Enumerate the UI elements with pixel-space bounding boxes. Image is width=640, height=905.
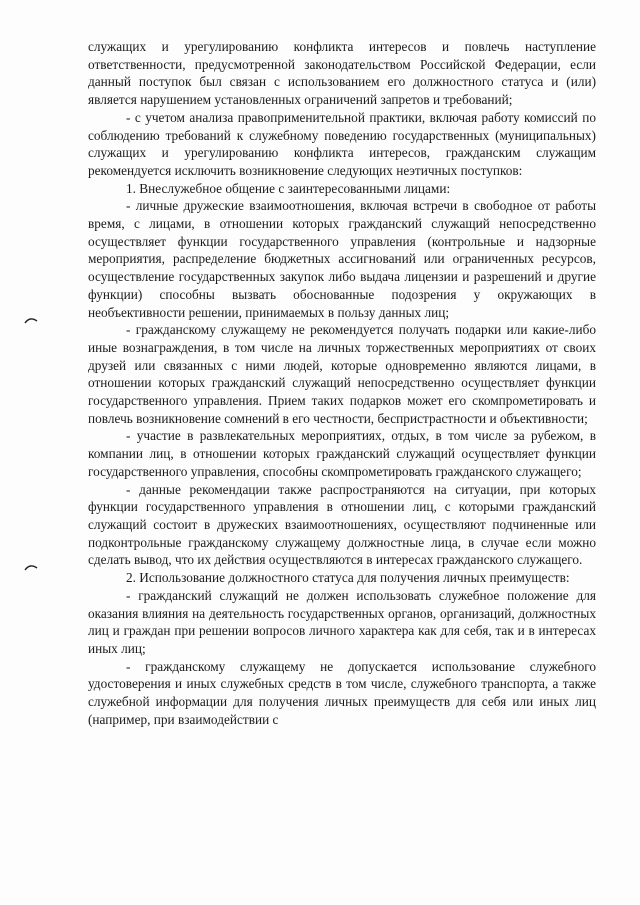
- paragraph: - участие в развлекательных мероприятиях, отдых, в том числе за рубежом, в компании лиц, в отношении которых гражданский служащий осуществляет функции государственного управления, способны скомпрометировать гражданского служащего;: [88, 428, 596, 479]
- paragraph: - с учетом анализа правоприменительной практики, включая работу комиссий по соблюдению требований к служебному поведению государственных (муниципальных) служащих и урегулированию конфликта интересов, гражданским служащим рекомендуется исключить возникновение следующих неэтичных поступков:: [88, 109, 596, 178]
- paragraph: служащих и урегулированию конфликта интересов и повлечь наступление ответственности, предусмотренной законодательством Российской Федерации, если данный поступок был связан с использованием его должностного статуса и (или) является нарушением установленных ограничений запретов и требований;: [88, 39, 596, 108]
- paragraph: - гражданскому служащему не рекомендуется получать подарки или какие-либо иные вознаграждения, в том числе на личных торжественных мероприятиях от своих друзей или связанных с ними людей, которые одновременно являются лицами, в отношении которых гражданский служащий непосредственно осуществляет функции государственного управления. Прием таких подарков может его скомпрометировать и повлечь возникновение сомнений в его честности, беспристрастности и объективности;: [88, 322, 596, 426]
- paragraph: - личные дружеские взаимоотношения, включая встречи в свободное от работы время, с лицами, в отношении которых гражданский служащий непосредственно осуществляет функции государственного управления (контрольные и надзорные мероприятия, распределение бюджетных ассигнований или ограниченных ресурсов, осуществление государственных закупок либо выдача лицензии и разрешений и другие функции) способны вызвать обоснованные подозрения у окружающих в необъективности решении, принимаемых в пользу данных лиц;: [88, 198, 596, 320]
- section-heading: 2. Использование должностного статуса для получения личных преимуществ:: [126, 570, 570, 586]
- paragraph: - гражданскому служащему не допускается использование служебного удостоверения и иных служебных средств в том числе, служебного транспорта, а также служебной информации для получения личных преимуществ для себя или иных лиц (например, при взаимодействии с: [88, 658, 596, 727]
- section-heading: 1. Внеслужебное общение с заинтересованными лицами:: [126, 180, 451, 196]
- binding-mark: [24, 316, 38, 324]
- document-body: [88, 38, 596, 728]
- paragraph: - данные рекомендации также распространяются на ситуации, при которых функции государственного управления в отношении лиц, с которыми гражданский служащий состоит в дружеских взаимоотношениях, осуществляют подчиненные или подконтрольные гражданскому служащему должностные лица, в случае если можно сделать вывод, что их действия осуществляются в интересах гражданского служащего.: [88, 481, 596, 568]
- binding-mark: [24, 563, 38, 571]
- paragraph: - гражданский служащий не должен использовать служебное положение для оказания влияния на деятельность государственных органов, организаций, должностных лиц и граждан при решении вопросов личного характера как для себя, так и в интересах иных лиц;: [88, 587, 596, 656]
